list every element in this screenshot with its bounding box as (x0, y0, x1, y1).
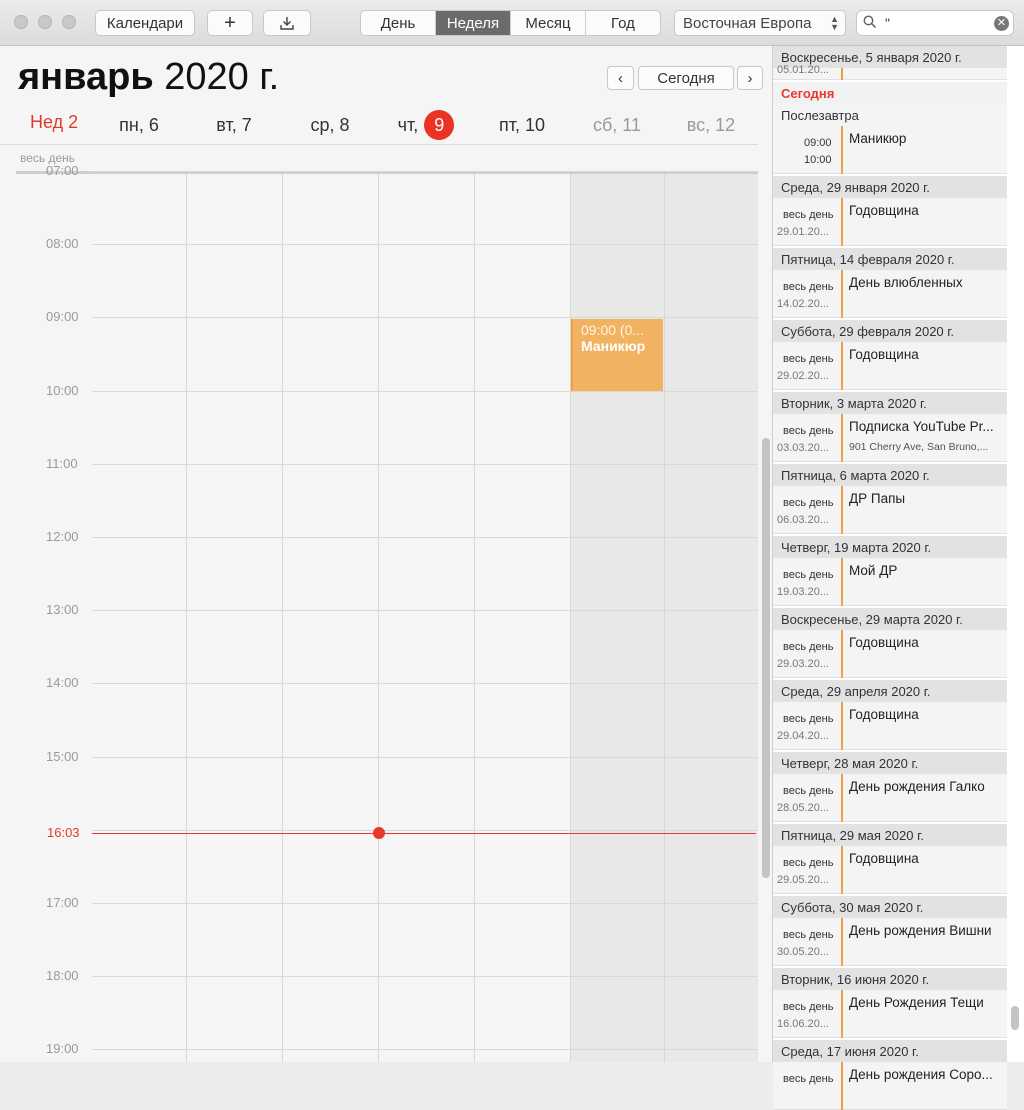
hour-line (92, 903, 758, 904)
inbox-button[interactable] (263, 10, 311, 36)
result-title: Годовщина (849, 347, 919, 362)
hour-label: 07:00 (46, 163, 79, 178)
result-date-header: Воскресенье, 29 марта 2020 г. (773, 608, 1007, 630)
result-date: 16.06.20... (777, 1018, 829, 1030)
view-tab-3[interactable]: Год (611, 14, 635, 32)
result-date-header: Суббота, 30 мая 2020 г. (773, 896, 1007, 918)
day-header-label: ср, 8 (310, 114, 350, 135)
result-title: День Рождения Тещи (849, 995, 984, 1010)
hour-line (92, 757, 758, 758)
week-number: Нед 2 (30, 112, 79, 132)
view-switcher (360, 10, 661, 36)
hour-label: 09:00 (46, 309, 79, 325)
calendar-color-bar (841, 270, 843, 318)
result-date-header: Четверг, 28 мая 2020 г. (773, 752, 1007, 774)
day-header-4[interactable] (474, 108, 570, 142)
day-column-divider (282, 174, 283, 1062)
weekend-column (570, 174, 664, 1062)
result-date: 29.02.20... (777, 370, 829, 382)
result-date-header: Пятница, 29 мая 2020 г. (773, 824, 1007, 846)
timezone-label: Восточная Европа (683, 14, 812, 32)
calendar-color-bar (841, 486, 843, 534)
day-header-0[interactable] (92, 108, 186, 142)
search-result-item[interactable] (773, 774, 1007, 822)
result-date: 03.03.20... (777, 442, 829, 454)
year-label: 2020 г. (164, 56, 280, 98)
next-week-button[interactable] (737, 66, 763, 90)
result-title: Годовщина (849, 203, 919, 218)
result-time: весь день (783, 929, 834, 941)
hour-line (92, 317, 758, 318)
hour-label: 17:00 (46, 895, 79, 910)
search-result-item[interactable] (773, 558, 1007, 606)
hour-label: 13:00 (46, 602, 79, 618)
results-scrollbar[interactable] (1011, 1006, 1019, 1030)
today-date-badge: 9 (424, 110, 454, 140)
day-column-divider (186, 174, 187, 1062)
result-date: 05.01.20... (777, 64, 829, 76)
event-block[interactable] (571, 319, 663, 390)
updown-chevron-icon: ▲ ▼ (830, 14, 839, 32)
search-result-item[interactable] (773, 702, 1007, 750)
hour-line (92, 830, 758, 831)
day-header-label: сб, 11 (593, 114, 641, 135)
search-results-panel (772, 46, 1024, 1085)
search-field[interactable] (856, 10, 1014, 36)
hour-label: 11:00 (46, 455, 78, 471)
plus-icon: + (224, 11, 236, 34)
day-header-6[interactable] (664, 108, 758, 142)
all-day-label: весь день (20, 151, 76, 165)
result-date-header: Среда, 29 апреля 2020 г. (773, 680, 1007, 702)
search-result-item[interactable] (773, 270, 1007, 318)
hour-label: 18:00 (46, 968, 79, 984)
calendar-color-bar (841, 702, 843, 750)
result-title: День рождения Галко (849, 779, 985, 794)
current-time-line (92, 833, 756, 834)
result-time: весь день (783, 281, 834, 293)
result-time: весь день (783, 425, 834, 437)
hour-label: 19:00 (46, 1041, 79, 1057)
search-icon (863, 15, 877, 29)
view-tab-1[interactable]: Неделя (436, 11, 511, 35)
search-result-item[interactable] (773, 64, 1007, 80)
result-time: весь день (783, 785, 834, 797)
result-title: День рождения Соро... (849, 1067, 993, 1082)
search-result-item[interactable] (773, 990, 1007, 1038)
all-day-row[interactable] (0, 144, 758, 172)
hour-label: 12:00 (46, 529, 79, 544)
calendar-color-bar (841, 342, 843, 390)
calendar-color-bar (841, 774, 843, 822)
calendars-button[interactable]: Календари (95, 10, 195, 36)
search-result-item[interactable] (773, 342, 1007, 390)
hour-line (92, 464, 758, 465)
hour-line (92, 976, 758, 977)
day-header-label: вт, 7 (216, 114, 252, 135)
calendar-color-bar (841, 126, 843, 174)
date-navigation (607, 66, 763, 90)
calendar-color-bar (841, 918, 843, 966)
day-header-label: пт, 10 (498, 114, 546, 135)
result-date-header: Пятница, 6 марта 2020 г. (773, 464, 1007, 486)
result-time: весь день (783, 1001, 834, 1013)
result-time: весь день (783, 353, 834, 365)
result-date: 10:00 (804, 154, 832, 166)
calendar-color-bar (841, 198, 843, 246)
result-date: 29.01.20... (777, 226, 829, 238)
result-date: 29.04.20... (777, 730, 829, 742)
result-title: Подписка YouTube Pr... (849, 419, 994, 434)
result-date-header: Среда, 17 июня 2020 г. (773, 1040, 1007, 1062)
weekend-column (664, 174, 758, 1062)
calendar-color-bar (841, 68, 843, 80)
day-header-label: вс, 12 (686, 114, 736, 135)
result-title: День влюбленных (849, 275, 963, 290)
result-title: Мой ДР (849, 563, 898, 578)
hour-line (92, 537, 758, 538)
event-time: 09:00 (0... (581, 322, 645, 339)
result-date-header: Четверг, 19 марта 2020 г. (773, 536, 1007, 558)
view-tab-2[interactable]: Месяц (511, 11, 586, 35)
result-time: весь день (783, 641, 834, 653)
result-date: 29.05.20... (777, 874, 829, 886)
hour-label: 15:00 (46, 748, 79, 764)
week-time-grid[interactable] (0, 163, 758, 1062)
search-result-item[interactable] (773, 486, 1007, 534)
day-column-divider (474, 174, 475, 1062)
result-time: весь день (783, 209, 834, 221)
result-date-header: Суббота, 29 февраля 2020 г. (773, 320, 1007, 342)
calendar-color-bar (841, 558, 843, 606)
search-result-item[interactable] (773, 630, 1007, 678)
result-title: Годовщина (849, 707, 919, 722)
current-time-label: 16:03 (47, 825, 80, 841)
calendar-color-bar (841, 990, 843, 1038)
result-date-header: Воскресенье, 5 января 2020 г. (773, 46, 1007, 68)
calendar-color-bar (841, 630, 843, 678)
search-result-item[interactable] (773, 846, 1007, 894)
search-result-item[interactable] (773, 918, 1007, 966)
hour-label: 10:00 (46, 382, 79, 398)
result-date-header: Пятница, 14 февраля 2020 г. (773, 248, 1007, 270)
calendar-color-bar (841, 1062, 843, 1110)
hour-line (92, 683, 758, 684)
close-window-button[interactable] (14, 15, 28, 29)
minimize-window-button[interactable] (38, 15, 52, 29)
grid-scrollbar[interactable] (762, 438, 770, 878)
result-time: весь день (783, 857, 834, 869)
today-button[interactable]: Сегодня (638, 66, 734, 90)
event-title: Маникюр (581, 338, 646, 355)
month-label: январь (18, 56, 154, 98)
current-time-dot (373, 827, 385, 839)
previous-week-button[interactable] (607, 66, 634, 90)
timezone-select[interactable] (674, 10, 846, 36)
calendar-color-bar (841, 414, 843, 462)
hour-label: 08:00 (46, 236, 79, 252)
hour-line (92, 610, 758, 611)
calendar-color-bar (841, 846, 843, 894)
result-date: 19.03.20... (777, 586, 829, 598)
page-title (18, 56, 279, 99)
view-tab-0[interactable]: День (361, 11, 436, 35)
hour-line (92, 391, 758, 392)
hour-line (92, 1049, 758, 1050)
day-column-divider (570, 174, 571, 1062)
chevron-right-icon: › (747, 69, 753, 87)
result-date-header: Среда, 29 января 2020 г. (773, 176, 1007, 198)
result-date-header: Послезавтра (773, 104, 1007, 126)
result-date: 14.02.20... (777, 298, 829, 310)
result-date: 28.05.20... (777, 802, 829, 814)
result-date-header: Вторник, 16 июня 2020 г. (773, 968, 1007, 990)
result-title: Годовщина (849, 635, 919, 650)
add-event-button[interactable] (207, 10, 253, 36)
zoom-window-button[interactable] (62, 15, 76, 29)
day-column-divider (664, 174, 665, 1062)
result-time: весь день (783, 713, 834, 725)
day-column-divider (378, 174, 379, 1062)
result-title: Годовщина (849, 851, 919, 866)
hour-line (92, 171, 758, 172)
result-date: 30.05.20... (777, 946, 829, 958)
day-header-2[interactable] (282, 108, 378, 142)
hour-line (92, 244, 758, 245)
day-header-label: пн, 6 (119, 114, 159, 135)
result-date-header: Сегодня (773, 82, 1007, 104)
result-date: 06.03.20... (777, 514, 829, 526)
result-title: Маникюр (849, 131, 907, 146)
result-title: День рождения Вишни (849, 923, 992, 938)
result-time: весь день (783, 1073, 834, 1085)
day-header-3[interactable] (378, 108, 474, 142)
clear-search-icon[interactable]: ✕ (994, 16, 1009, 31)
result-time: 09:00 (804, 137, 832, 149)
day-header-5[interactable] (570, 108, 664, 142)
search-input-value[interactable]: " (885, 15, 890, 31)
result-time: весь день (783, 497, 834, 509)
search-result-item[interactable] (773, 126, 1007, 174)
chevron-left-icon: ‹ (618, 69, 623, 87)
search-result-item[interactable] (773, 414, 1007, 462)
day-header-1[interactable] (186, 108, 282, 142)
result-date: 29.03.20... (777, 658, 829, 670)
search-result-item[interactable] (773, 198, 1007, 246)
result-date-header: Вторник, 3 марта 2020 г. (773, 392, 1007, 414)
result-title: ДР Папы (849, 491, 906, 506)
result-location: 901 Cherry Ave, San Bruno,... (849, 441, 989, 453)
week-days-header (0, 108, 758, 142)
result-time: весь день (783, 569, 834, 581)
day-header-label: чт, (397, 114, 419, 135)
hour-label: 14:00 (46, 675, 79, 691)
toolbar (0, 0, 1024, 46)
download-icon (279, 15, 295, 31)
search-result-item[interactable] (773, 1062, 1007, 1110)
